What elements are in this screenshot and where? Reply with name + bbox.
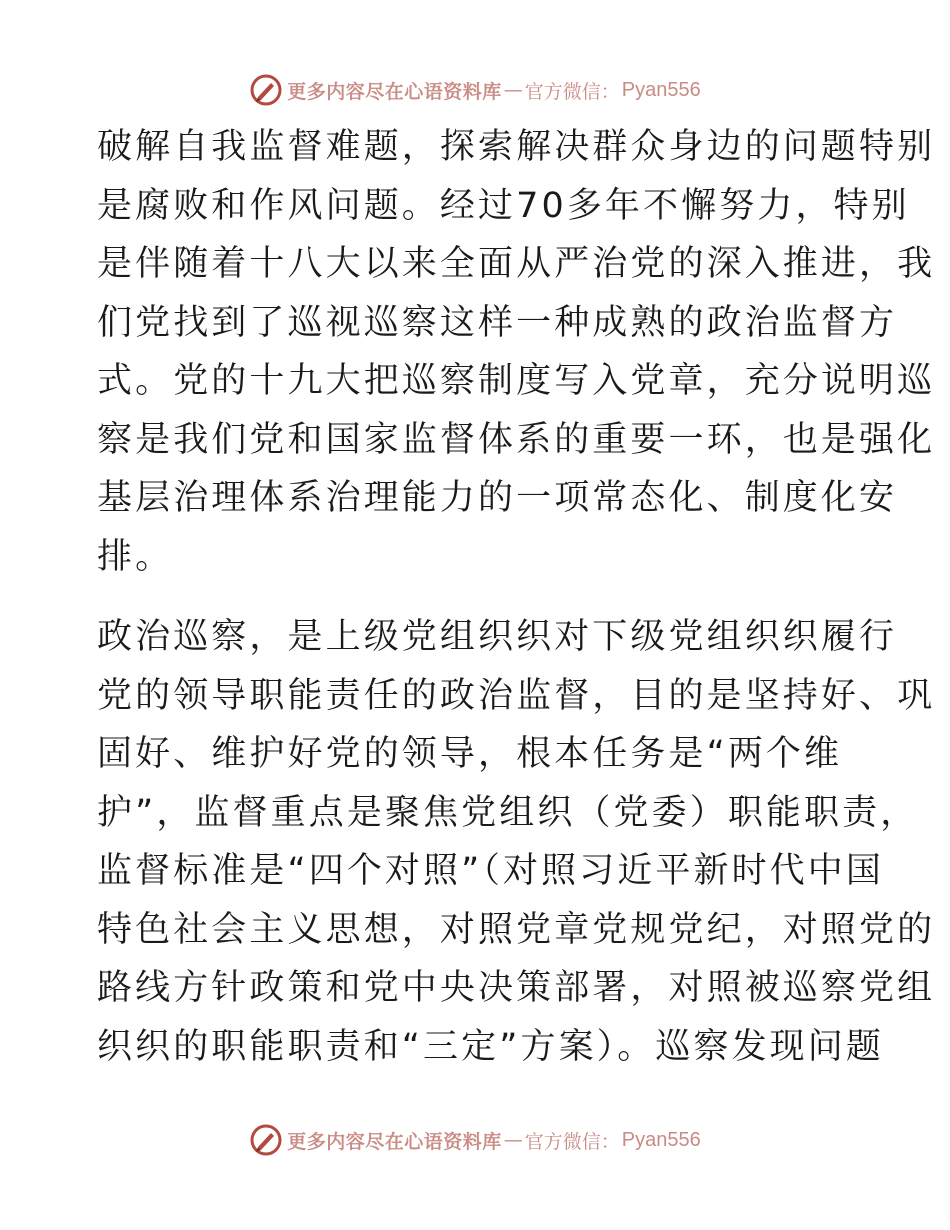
site-name-text: 更多内容尽在心语资料库 — [287, 1130, 502, 1153]
text-line: 排。 — [97, 536, 174, 577]
wechat-id: Pyan556 — [621, 1128, 701, 1151]
wechat-label: 官方微信： — [524, 1130, 620, 1153]
text-line: 监督标准是“四个对照”（对照习近平新时代中国 — [97, 851, 884, 891]
paragraph-2 — [97, 608, 936, 1076]
wechat-id: Pyan556 — [621, 78, 701, 101]
text-line: 政治巡察，是上级党组织织对下级党组织织履行 — [97, 617, 898, 657]
pen-logo-icon — [249, 73, 283, 107]
text-line: 是伴随着十八大以来全面从严治党的深入推进，我 — [97, 244, 936, 284]
text-line: 察是我们党和国家监督体系的重要一环，也是强化 — [97, 419, 936, 460]
banner-separator: — — [503, 79, 523, 101]
paragraph-1 — [97, 118, 936, 586]
text-line: 基层治理体系治理能力的一项常态化、制度化安 — [97, 478, 898, 518]
text-line: 党的领导职能责任的政治监督，目的是坚持好、巩 — [97, 675, 936, 716]
banner-separator: — — [503, 1129, 523, 1151]
footer-banner — [0, 1120, 950, 1160]
paragraph-gap — [97, 586, 857, 608]
text-line: 固好、维护好党的领导，根本任务是“两个维 — [97, 734, 843, 774]
pen-logo-icon — [249, 1123, 283, 1157]
text-line: 们党找到了巡视巡察这样一种成熟的政治监督方 — [97, 302, 898, 343]
text-line: 织织的职能职责和“三定”方案）。巡察发现问题 — [97, 1026, 884, 1067]
header-banner — [0, 70, 950, 110]
text-line: 式。党的十九大把巡察制度写入党章，充分说明巡 — [97, 361, 936, 401]
wechat-label: 官方微信： — [524, 80, 620, 103]
text-line: 路线方针政策和党中央决策部署，对照被巡察党组 — [97, 968, 936, 1008]
document-body — [97, 118, 936, 1076]
text-line: 破解自我监督难题，探索解决群众身边的问题特别 — [97, 127, 936, 167]
site-name-text: 更多内容尽在心语资料库 — [287, 80, 502, 103]
text-line: 特色社会主义思想，对照党章党规党纪，对照党的 — [97, 909, 936, 950]
text-line: 护”，监督重点是聚焦党组织（党委）职能职责， — [97, 792, 919, 833]
text-line: 是腐败和作风问题。经过70多年不懈努力，特别 — [97, 185, 910, 226]
